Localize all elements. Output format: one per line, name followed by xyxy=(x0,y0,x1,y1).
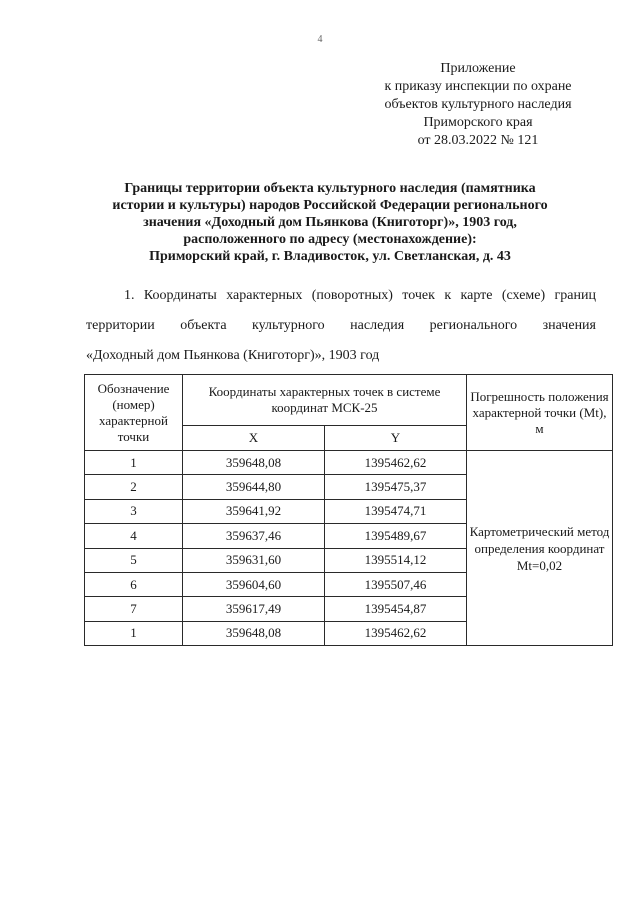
title-line: Приморский край, г. Владивосток, ул. Светланская, д. 43 xyxy=(149,249,511,264)
header-coordinates: Координаты характерных точек в системе координат МСК-25 xyxy=(183,375,467,426)
cell-x: 359637,46 xyxy=(183,524,325,548)
intro-paragraph xyxy=(86,287,596,364)
cell-x: 359648,08 xyxy=(183,451,325,475)
cell-point: 1 xyxy=(85,621,183,645)
cell-x: 359644,80 xyxy=(183,475,325,499)
cell-point: 4 xyxy=(85,524,183,548)
appendix-date-line: от 28.03.2022 № 121 xyxy=(417,133,539,148)
title-line: значения «Доходный дом Пьянкова (Книготорг)», 1903 год, xyxy=(143,215,517,230)
header-y: Y xyxy=(325,426,467,451)
page-number: 4 xyxy=(317,34,323,45)
title-line: истории и культуры) народов Российской Федерации регионального xyxy=(112,198,548,213)
cell-y: 1395454,87 xyxy=(325,597,467,621)
coordinates-table xyxy=(84,374,613,646)
cell-point: 7 xyxy=(85,597,183,621)
cell-point: 3 xyxy=(85,499,183,523)
appendix-block xyxy=(348,60,608,150)
appendix-line: Приложение xyxy=(440,61,516,76)
cell-point: 1 xyxy=(85,451,183,475)
cell-y: 1395514,12 xyxy=(325,548,467,572)
table-row xyxy=(85,451,613,475)
cell-x: 359604,60 xyxy=(183,572,325,596)
cell-y: 1395462,62 xyxy=(325,451,467,475)
cell-point: 5 xyxy=(85,548,183,572)
cell-point: 6 xyxy=(85,572,183,596)
cell-x: 359641,92 xyxy=(183,499,325,523)
cell-accuracy-note: Картометрический метод определения координат Mt=0,02 xyxy=(467,451,613,646)
title-line: Границы территории объекта культурного наследия (памятника xyxy=(124,181,536,196)
appendix-line: к приказу инспекции по охране xyxy=(384,79,572,94)
header-x: X xyxy=(183,426,325,451)
header-point-number: Обозначение (номер) характерной точки xyxy=(85,375,183,451)
cell-x: 359631,60 xyxy=(183,548,325,572)
header-accuracy: Погрешность положения характерной точки (Mt), м xyxy=(467,375,613,451)
document-title xyxy=(70,180,590,265)
cell-x: 359617,49 xyxy=(183,597,325,621)
cell-y: 1395475,37 xyxy=(325,475,467,499)
cell-x: 359648,08 xyxy=(183,621,325,645)
appendix-line: Приморского края xyxy=(423,115,533,130)
cell-y: 1395489,67 xyxy=(325,524,467,548)
paragraph-line: территории объекта культурного наследия регионального значения xyxy=(86,318,596,333)
appendix-line: объектов культурного наследия xyxy=(384,97,572,112)
title-line: расположенного по адресу (местонахождение): xyxy=(183,232,477,247)
cell-y: 1395462,62 xyxy=(325,621,467,645)
cell-y: 1395507,46 xyxy=(325,572,467,596)
paragraph-line: «Доходный дом Пьянкова (Книготорг)», 1903 год xyxy=(86,348,380,363)
paragraph-line: 1. Координаты характерных (поворотных) точек к карте (схеме) границ xyxy=(124,288,596,303)
cell-point: 2 xyxy=(85,475,183,499)
cell-y: 1395474,71 xyxy=(325,499,467,523)
